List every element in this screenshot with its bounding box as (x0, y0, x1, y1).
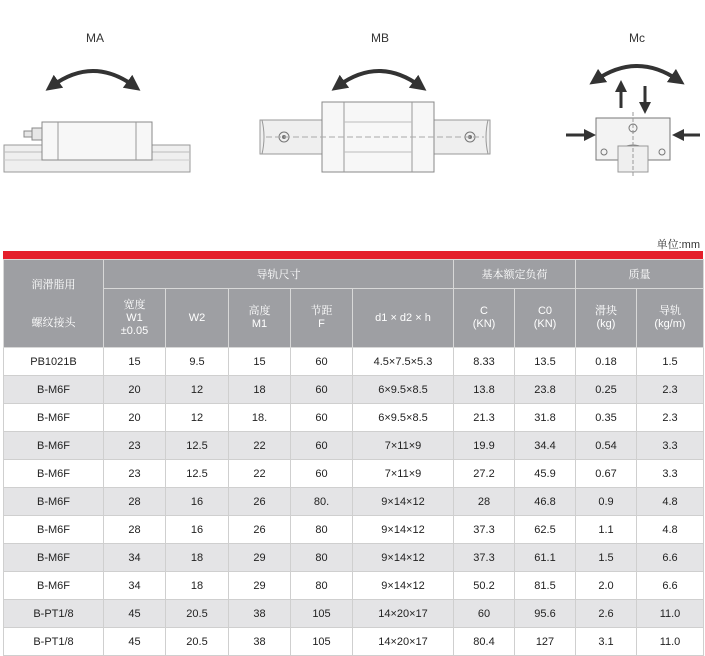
table-row (4, 404, 704, 432)
cell-c0: 46.8 (515, 488, 576, 516)
cell-w1: 28 (104, 516, 166, 544)
cell-block-mass: 2.0 (576, 572, 637, 600)
cell-f: 60 (291, 432, 353, 460)
table-row (4, 600, 704, 628)
cell-f: 60 (291, 376, 353, 404)
cell-w2: 20.5 (166, 600, 229, 628)
cell-d1d2h: 7×11×9 (353, 432, 454, 460)
cell-d1d2h: 9×14×12 (353, 488, 454, 516)
cell-rail-mass: 1.5 (637, 348, 704, 376)
mc-diagram (566, 66, 700, 176)
cell-fitting: B-M6F (4, 572, 104, 600)
cell-c: 80.4 (454, 628, 515, 656)
diagram-svg (0, 0, 705, 235)
cell-w1: 45 (104, 600, 166, 628)
cell-m1: 22 (229, 432, 291, 460)
cell-d1d2h: 7×11×9 (353, 460, 454, 488)
cell-w1: 20 (104, 404, 166, 432)
ma-diagram (4, 71, 190, 172)
cell-m1: 15 (229, 348, 291, 376)
ma-rotation-arrow (52, 71, 134, 86)
cell-rail-mass: 6.6 (637, 572, 704, 600)
cell-w2: 16 (166, 516, 229, 544)
cell-f: 80 (291, 544, 353, 572)
cell-block-mass: 0.67 (576, 460, 637, 488)
cell-c0: 81.5 (515, 572, 576, 600)
cell-f: 60 (291, 348, 353, 376)
cell-f: 105 (291, 600, 353, 628)
cell-fitting: B-PT1/8 (4, 600, 104, 628)
cell-d1d2h: 6×9.5×8.5 (353, 376, 454, 404)
cell-rail-mass: 2.3 (637, 376, 704, 404)
cell-f: 60 (291, 404, 353, 432)
cell-m1: 18 (229, 376, 291, 404)
cell-block-mass: 1.5 (576, 544, 637, 572)
table-row (4, 432, 704, 460)
cell-d1d2h: 14×20×17 (353, 628, 454, 656)
cell-w2: 12 (166, 376, 229, 404)
cell-block-mass: 0.9 (576, 488, 637, 516)
cell-d1d2h: 9×14×12 (353, 516, 454, 544)
cell-c0: 23.8 (515, 376, 576, 404)
cell-d1d2h: 14×20×17 (353, 600, 454, 628)
cell-fitting: B-M6F (4, 516, 104, 544)
cell-c0: 13.5 (515, 348, 576, 376)
cell-c0: 31.8 (515, 404, 576, 432)
cell-block-mass: 2.6 (576, 600, 637, 628)
cell-w2: 18 (166, 544, 229, 572)
cell-w1: 23 (104, 432, 166, 460)
cell-d1d2h: 6×9.5×8.5 (353, 404, 454, 432)
table-row (4, 460, 704, 488)
cell-f: 80 (291, 516, 353, 544)
cell-w2: 20.5 (166, 628, 229, 656)
cell-c0: 62.5 (515, 516, 576, 544)
table-row (4, 376, 704, 404)
cell-rail-mass: 11.0 (637, 600, 704, 628)
header-grease-fitting: 润滑脂用 螺纹接头 (4, 260, 104, 348)
cell-d1d2h: 9×14×12 (353, 572, 454, 600)
cell-c0: 127 (515, 628, 576, 656)
mb-diagram (260, 71, 490, 172)
cell-d1d2h: 4.5×7.5×5.3 (353, 348, 454, 376)
cell-block-mass: 0.35 (576, 404, 637, 432)
table-row (4, 348, 704, 376)
cell-c0: 61.1 (515, 544, 576, 572)
header-block-mass: 滑块 (kg) (576, 289, 637, 348)
cell-rail-mass: 2.3 (637, 404, 704, 432)
mc-label: Mc (629, 31, 645, 45)
header-c0: C0 (KN) (515, 289, 576, 348)
header-mass: 质量 (576, 260, 704, 289)
cell-c0: 34.4 (515, 432, 576, 460)
cell-w1: 34 (104, 572, 166, 600)
cell-m1: 29 (229, 544, 291, 572)
header-rail-dimensions: 导轨尺寸 (104, 260, 454, 289)
moment-diagrams (0, 0, 705, 235)
cell-f: 80. (291, 488, 353, 516)
cell-f: 105 (291, 628, 353, 656)
cell-d1d2h: 9×14×12 (353, 544, 454, 572)
cell-fitting: B-PT1/8 (4, 628, 104, 656)
header-d1-d2-h: d1 × d2 × h (353, 289, 454, 348)
cell-c: 8.33 (454, 348, 515, 376)
cell-c: 21.3 (454, 404, 515, 432)
table-row (4, 572, 704, 600)
cell-c: 19.9 (454, 432, 515, 460)
cell-w1: 34 (104, 544, 166, 572)
spec-table-body (4, 348, 704, 656)
cell-w2: 18 (166, 572, 229, 600)
cell-c: 50.2 (454, 572, 515, 600)
cell-c: 13.8 (454, 376, 515, 404)
table-row (4, 544, 704, 572)
ma-label: MA (86, 31, 104, 45)
cell-m1: 22 (229, 460, 291, 488)
cell-c: 60 (454, 600, 515, 628)
cell-c: 37.3 (454, 516, 515, 544)
cell-m1: 29 (229, 572, 291, 600)
cell-f: 60 (291, 460, 353, 488)
cell-w2: 12.5 (166, 460, 229, 488)
header-w1: 宽度 W1 ±0.05 (104, 289, 166, 348)
table-row (4, 488, 704, 516)
cell-fitting: B-M6F (4, 404, 104, 432)
cell-fitting: B-M6F (4, 544, 104, 572)
header-m1: 高度 M1 (229, 289, 291, 348)
cell-block-mass: 0.25 (576, 376, 637, 404)
cell-w1: 45 (104, 628, 166, 656)
cell-fitting: B-M6F (4, 488, 104, 516)
cell-m1: 26 (229, 516, 291, 544)
header-c: C (KN) (454, 289, 515, 348)
cell-w1: 28 (104, 488, 166, 516)
table-row (4, 628, 704, 656)
cell-rail-mass: 3.3 (637, 432, 704, 460)
cell-w2: 12.5 (166, 432, 229, 460)
cell-rail-mass: 3.3 (637, 460, 704, 488)
cell-block-mass: 0.18 (576, 348, 637, 376)
mc-rotation-arrow (596, 66, 678, 80)
header-rail-mass: 导轨 (kg/m) (637, 289, 704, 348)
header-f: 节距 F (291, 289, 353, 348)
mb-rotation-arrow (338, 71, 420, 86)
cell-w1: 23 (104, 460, 166, 488)
cell-f: 80 (291, 572, 353, 600)
cell-fitting: B-M6F (4, 432, 104, 460)
cell-w2: 12 (166, 404, 229, 432)
unit-label: 单位:mm (656, 239, 700, 251)
cell-rail-mass: 11.0 (637, 628, 704, 656)
cell-m1: 26 (229, 488, 291, 516)
cell-w1: 15 (104, 348, 166, 376)
cell-block-mass: 0.54 (576, 432, 637, 460)
cell-block-mass: 1.1 (576, 516, 637, 544)
cell-c: 28 (454, 488, 515, 516)
cell-m1: 18. (229, 404, 291, 432)
header-basic-load-rating: 基本额定负荷 (454, 260, 576, 289)
cell-m1: 38 (229, 600, 291, 628)
ma-grease-nipple (32, 128, 42, 140)
cell-fitting: B-M6F (4, 460, 104, 488)
cell-w2: 9.5 (166, 348, 229, 376)
cell-rail-mass: 4.8 (637, 516, 704, 544)
cell-c: 37.3 (454, 544, 515, 572)
table-row (4, 516, 704, 544)
header-w2: W2 (166, 289, 229, 348)
cell-rail-mass: 4.8 (637, 488, 704, 516)
cell-fitting: PB1021B (4, 348, 104, 376)
cell-c: 27.2 (454, 460, 515, 488)
cell-block-mass: 3.1 (576, 628, 637, 656)
cell-w1: 20 (104, 376, 166, 404)
table-accent-bar (3, 251, 703, 259)
cell-c0: 45.9 (515, 460, 576, 488)
cell-rail-mass: 6.6 (637, 544, 704, 572)
cell-w2: 16 (166, 488, 229, 516)
cell-fitting: B-M6F (4, 376, 104, 404)
spec-table (3, 259, 704, 656)
cell-m1: 38 (229, 628, 291, 656)
cell-c0: 95.6 (515, 600, 576, 628)
mb-label: MB (371, 31, 389, 45)
